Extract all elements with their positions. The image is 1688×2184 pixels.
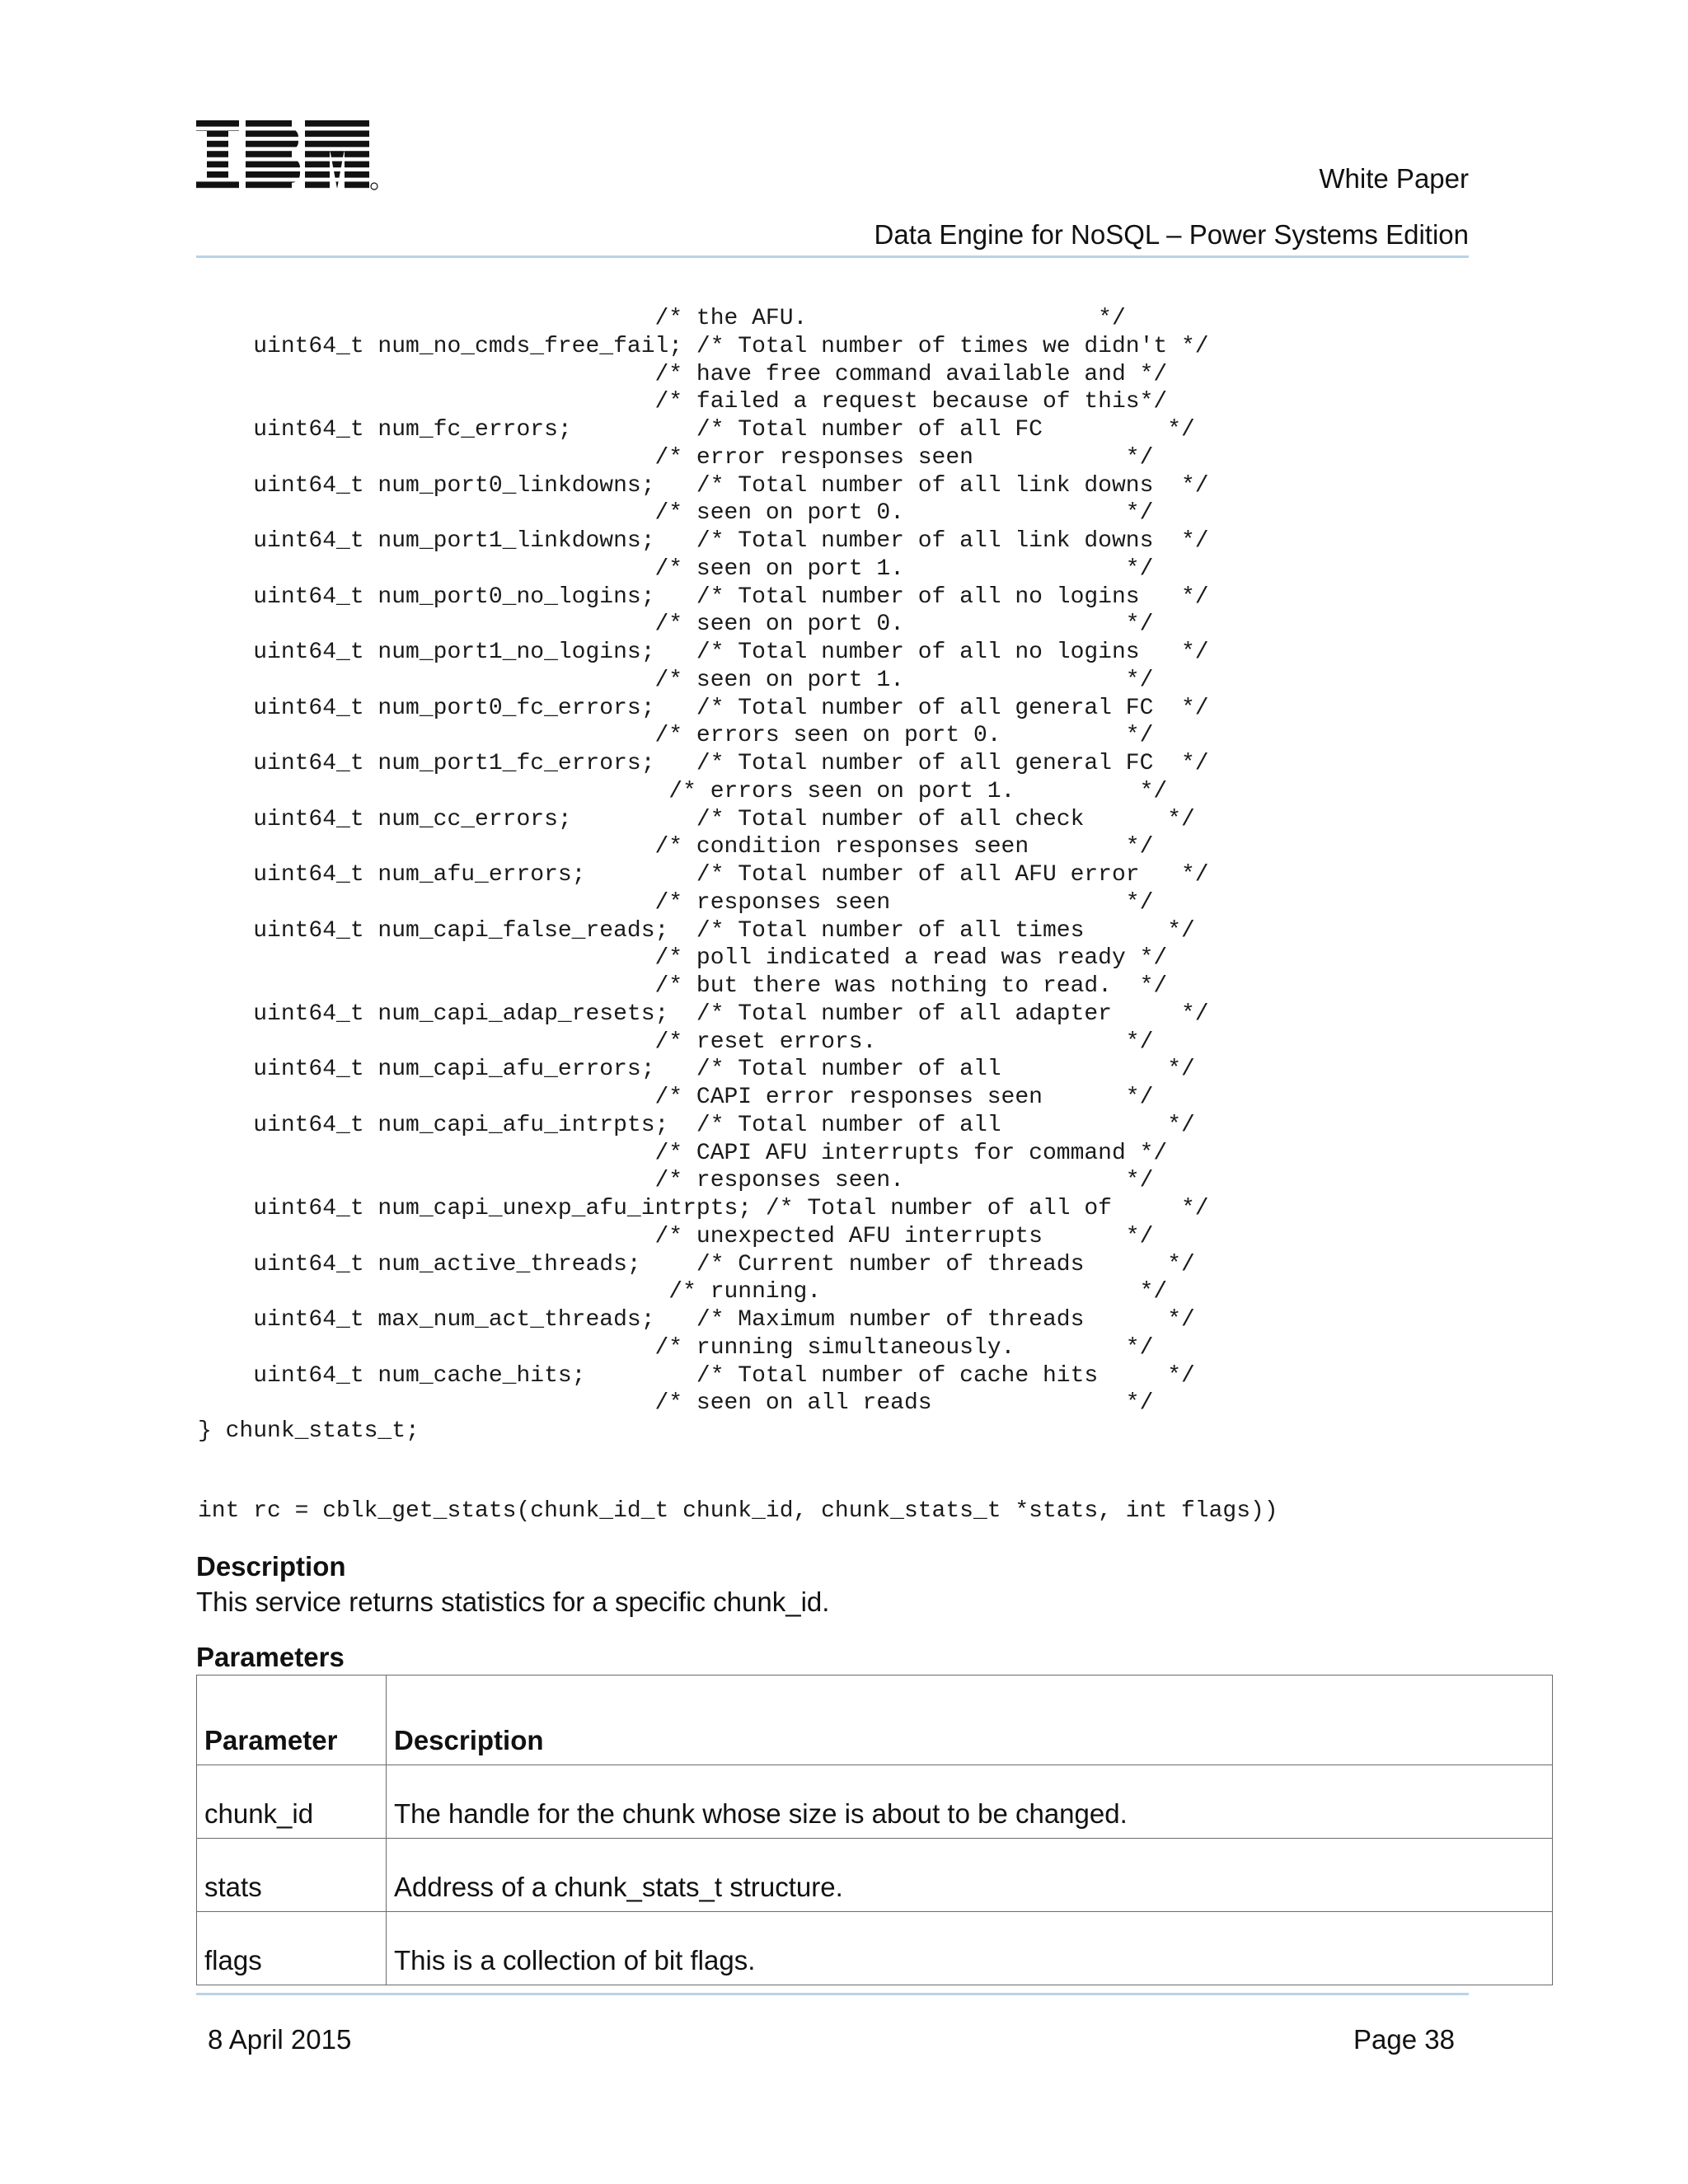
code-line: /* the AFU. */ [198,306,1126,331]
parameters-heading: Parameters [196,1642,345,1672]
param-name: flags [197,1912,387,1985]
description-text: This service returns statistics for a specific chunk_id. [196,1586,830,1617]
param-description: Address of a chunk_stats_t structure. [387,1839,1553,1912]
code-line: uint64_t num_port0_linkdowns; /* Total number of all link downs */ [198,472,1209,499]
code-line: uint64_t num_port1_fc_errors; /* Total number of all general FC */ [198,751,1209,776]
code-line: uint64_t num_port1_linkdowns; /* Total number of all link downs */ [198,528,1209,554]
code-line: /* responses seen. */ [198,1168,1154,1194]
code-line: uint64_t num_capi_adap_resets; /* Total number of all adapter */ [198,1001,1209,1027]
code-line: uint64_t num_port0_fc_errors; /* Total number of all general FC */ [198,695,1209,721]
footer-date: 8 April 2015 [208,2024,352,2055]
parameters-table [196,1675,1553,1985]
code-line: /* CAPI error responses seen */ [198,1085,1154,1110]
table-row [197,1912,1553,1985]
code-line: uint64_t num_capi_false_reads; /* Total number of all times */ [198,917,1195,944]
code-line: uint64_t num_port0_no_logins; /* Total number of all no logins */ [198,583,1209,610]
code-line: /* but there was nothing to read. */ [198,973,1168,999]
code-line: uint64_t num_port1_no_logins; /* Total number of all no logins */ [198,640,1209,665]
param-description: The handle for the chunk whose size is about to be changed. [387,1765,1553,1839]
code-block [198,305,1209,1446]
code-line: /* unexpected AFU interrupts */ [198,1223,1154,1249]
code-line: /* CAPI AFU interrupts for command */ [198,1140,1168,1166]
code-line: uint64_t num_afu_errors; /* Total number of all AFU error */ [198,862,1209,888]
table-row [197,1839,1553,1912]
code-line: uint64_t num_capi_unexp_afu_intrpts; /* Total number of all of */ [198,1196,1209,1221]
table-row [197,1765,1553,1839]
code-line: uint64_t max_num_act_threads; /* Maximum number of threads */ [198,1307,1195,1333]
code-line: /* poll indicated a read was ready */ [198,945,1168,972]
code-line: uint64_t num_no_cmds_free_fail; /* Total number of times we didn't */ [198,333,1209,359]
code-line: /* running simultaneously. */ [198,1334,1154,1361]
code-line: uint64_t num_capi_afu_errors; /* Total number of all */ [198,1057,1195,1083]
code-line: uint64_t num_cc_errors; /* Total number of all check */ [198,806,1195,832]
code-line: /* seen on port 1. */ [198,555,1154,582]
param-name: stats [197,1839,387,1912]
footer-divider [196,1993,1469,1995]
code-line: /* error responses seen */ [198,444,1154,471]
code-line: /* seen on port 0. */ [198,612,1154,638]
code-line: /* seen on all reads */ [198,1390,1154,1417]
column-header-description: Description [387,1675,1553,1765]
column-header-parameter: Parameter [197,1675,387,1765]
code-line: /* condition responses seen */ [198,834,1154,860]
description-heading: Description [196,1551,346,1582]
table-header-row [197,1675,1553,1765]
header-divider [196,255,1469,258]
code-line: /* reset errors. */ [198,1029,1154,1055]
document-title: Data Engine for NoSQL – Power Systems Edition [874,219,1469,250]
ibm-logo [196,120,379,194]
code-line: /* responses seen */ [198,889,1154,916]
code-line: /* seen on port 1. */ [198,667,1154,693]
param-description: This is a collection of bit flags. [387,1912,1553,1985]
page-number: Page 38 [1353,2024,1455,2055]
code-line: uint64_t num_active_threads; /* Current number of threads */ [198,1251,1195,1277]
code-line: uint64_t num_capi_afu_intrpts; /* Total number of all */ [198,1112,1195,1138]
code-line: /* errors seen on port 0. */ [198,723,1154,749]
code-line: uint64_t num_cache_hits; /* Total number of cache hits */ [198,1362,1195,1389]
function-signature: int rc = cblk_get_stats(chunk_id_t chunk_id, chunk_stats_t *stats, int flags)) [198,1498,1278,1524]
code-line: /* running. */ [198,1279,1168,1305]
param-name: chunk_id [197,1765,387,1839]
code-line: /* failed a request because of this*/ [198,389,1168,415]
code-line: /* have free command available and */ [198,361,1168,387]
document-type: White Paper [1319,163,1469,194]
code-line: /* seen on port 0. */ [198,500,1154,527]
code-line: uint64_t num_fc_errors; /* Total number of all FC */ [198,417,1195,443]
code-line: } chunk_stats_t; [198,1418,420,1444]
code-line: /* errors seen on port 1. */ [198,778,1168,804]
